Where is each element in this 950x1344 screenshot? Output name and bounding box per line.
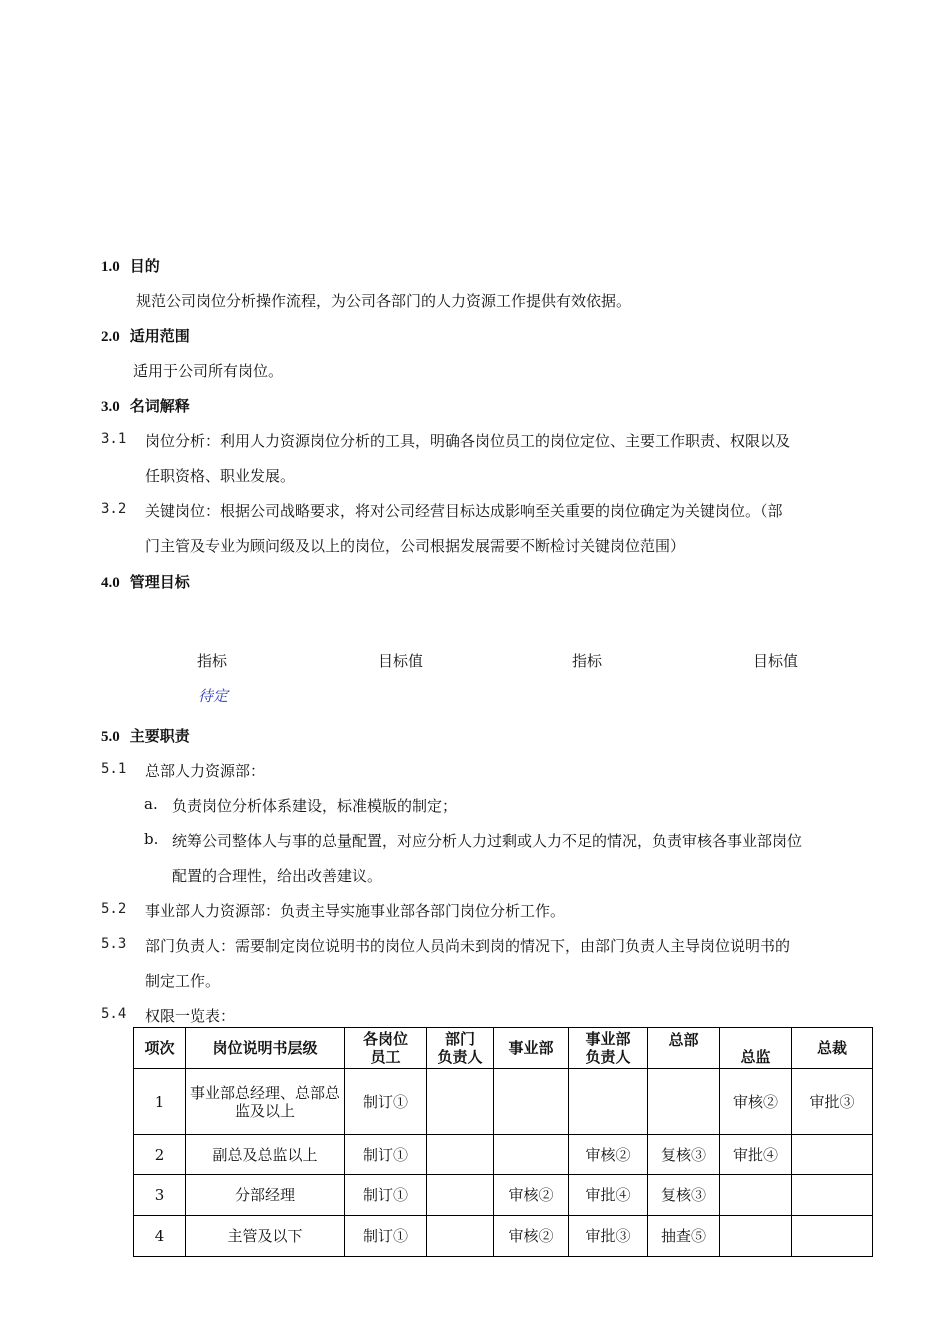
cell-division: 审核② <box>494 1216 569 1257</box>
cell-staff: 制订① <box>345 1135 427 1175</box>
cell-item-no: 4 <box>134 1216 186 1257</box>
section-1-text: 规范公司岗位分析操作流程，为公司各部门的人力资源工作提供有效依据。 <box>136 292 632 310</box>
col-header-hq <box>648 1028 720 1069</box>
section-3-heading <box>101 395 190 416</box>
col-header-dept-head <box>427 1028 494 1069</box>
section-5-heading <box>101 725 190 746</box>
item-5-1-text: 总部人力资源部： <box>145 762 266 780</box>
col-header-item-no <box>134 1028 186 1069</box>
col-header-division-head <box>569 1028 648 1069</box>
table-row <box>134 1175 873 1216</box>
cell-staff: 制订① <box>345 1216 427 1257</box>
cell-director: 审核② <box>720 1069 792 1135</box>
cell-director <box>720 1175 792 1216</box>
cell-dept-head <box>427 1135 494 1175</box>
section-5-title: 主要职责 <box>129 727 190 745</box>
col-header-division-label: 事业部 <box>508 1039 554 1057</box>
item-5-1-a-text: 负责岗位分析体系建设，标准模版的制定； <box>172 797 458 815</box>
cell-director <box>720 1216 792 1257</box>
cell-division-head <box>569 1069 648 1135</box>
col-header-staff <box>345 1028 427 1069</box>
cell-level: 事业部总经理、总部总监及以上 <box>186 1069 345 1135</box>
section-1-number: 1.0 <box>101 259 120 275</box>
section-5-number: 5.0 <box>101 729 120 745</box>
cell-hq: 抽查⑤ <box>648 1216 720 1257</box>
item-5-4-text: 权限一览表： <box>145 1007 236 1025</box>
item-5-2-text: 事业部人力资源部：负责主导实施事业部各部门岗位分析工作。 <box>145 902 566 920</box>
section-4-heading <box>101 571 190 592</box>
col-header-division <box>494 1028 569 1069</box>
section-1-title: 目的 <box>129 257 160 275</box>
item-3-1-number: 3.1 <box>101 431 127 447</box>
cell-division <box>494 1135 569 1175</box>
cell-dept-head <box>427 1216 494 1257</box>
cell-director: 审批④ <box>720 1135 792 1175</box>
cell-staff: 制订① <box>345 1175 427 1216</box>
section-3-title: 名词解释 <box>129 397 190 415</box>
item-3-2-line2: 门主管及专业为顾问级及以上的岗位，公司根据发展需要不断检讨关键岗位范围） <box>145 537 686 555</box>
cell-division: 审核② <box>494 1175 569 1216</box>
cell-level: 副总及总监以上 <box>186 1135 345 1175</box>
item-5-1-b-line2: 配置的合理性，给出改善建议。 <box>172 867 383 885</box>
item-5-1-b-mark: b. <box>144 830 159 848</box>
item-5-1-a-mark: a. <box>144 795 158 813</box>
col-header-item-no-label: 项次 <box>144 1039 175 1057</box>
item-3-2-line1: 关键岗位：根据公司战略要求，将对公司经营目标达成影响至关重要的岗位确定为关键岗位。（部 <box>145 502 783 520</box>
col-header-president <box>792 1028 873 1069</box>
section-2-number: 2.0 <box>101 329 120 345</box>
cell-president <box>792 1175 873 1216</box>
item-5-4-number: 5.4 <box>101 1006 127 1022</box>
item-5-3-line2: 制定工作。 <box>145 972 221 990</box>
cell-dept-head <box>427 1175 494 1216</box>
col-header-president-label: 总裁 <box>816 1039 847 1057</box>
target-col-indicator-2: 指标 <box>572 652 603 670</box>
cell-level: 分部经理 <box>186 1175 345 1216</box>
col-header-staff-label: 各岗位 员工 <box>362 1030 408 1066</box>
cell-president: 审批③ <box>792 1069 873 1135</box>
item-5-2-number: 5.2 <box>101 901 127 917</box>
item-3-1-line1: 岗位分析：利用人力资源岗位分析的工具，明确各岗位员工的岗位定位、主要工作职责、权限以及 <box>145 432 791 450</box>
cell-item-no: 1 <box>134 1069 186 1135</box>
section-1-heading <box>101 255 160 276</box>
section-4-number: 4.0 <box>101 575 120 591</box>
cell-hq <box>648 1069 720 1135</box>
cell-division-head: 审批③ <box>569 1216 648 1257</box>
table-row <box>134 1216 873 1257</box>
item-5-1-b-line1: 统筹公司整体人与事的总量配置，对应分析人力过剩或人力不足的情况，负责审核各事业部岗位 <box>172 832 803 850</box>
table-header-row <box>134 1028 873 1069</box>
cell-president <box>792 1216 873 1257</box>
col-header-dept-head-label: 部门 负责人 <box>437 1030 483 1066</box>
cell-division-head: 审核② <box>569 1135 648 1175</box>
section-2-text: 适用于公司所有岗位。 <box>133 362 284 380</box>
target-col-value-2: 目标值 <box>753 652 799 670</box>
item-5-3-number: 5.3 <box>101 936 127 952</box>
section-3-number: 3.0 <box>101 399 120 415</box>
table-row <box>134 1069 873 1135</box>
target-col-value-1: 目标值 <box>378 652 424 670</box>
cell-item-no: 3 <box>134 1175 186 1216</box>
target-pending-text: 待定 <box>198 687 229 705</box>
cell-level: 主管及以下 <box>186 1216 345 1257</box>
section-2-heading <box>101 325 190 346</box>
col-header-level <box>186 1028 345 1069</box>
col-header-director <box>720 1028 792 1069</box>
item-5-3-line1: 部门负责人：需要制定岗位说明书的岗位人员尚未到岗的情况下，由部门负责人主导岗位说明书的 <box>145 937 791 955</box>
section-2-title: 适用范围 <box>129 327 190 345</box>
cell-division-head: 审批④ <box>569 1175 648 1216</box>
cell-president <box>792 1135 873 1175</box>
item-3-2-number: 3.2 <box>101 501 127 517</box>
cell-item-no: 2 <box>134 1135 186 1175</box>
col-header-director-label: 总监 <box>740 1048 771 1066</box>
cell-hq: 复核③ <box>648 1135 720 1175</box>
col-header-level-label: 岗位说明书层级 <box>212 1039 318 1057</box>
cell-hq: 复核③ <box>648 1175 720 1216</box>
permission-table <box>133 1027 873 1257</box>
table-row <box>134 1135 873 1175</box>
item-3-1-line2: 任职资格、职业发展。 <box>145 467 296 485</box>
cell-staff: 制订① <box>345 1069 427 1135</box>
target-col-indicator-1: 指标 <box>197 652 228 670</box>
col-header-hq-label: 总部 <box>668 1031 699 1049</box>
cell-dept-head <box>427 1069 494 1135</box>
item-5-1-number: 5.1 <box>101 761 127 777</box>
cell-division <box>494 1069 569 1135</box>
col-header-division-head-label: 事业部 负责人 <box>585 1030 631 1066</box>
section-4-title: 管理目标 <box>129 573 190 591</box>
